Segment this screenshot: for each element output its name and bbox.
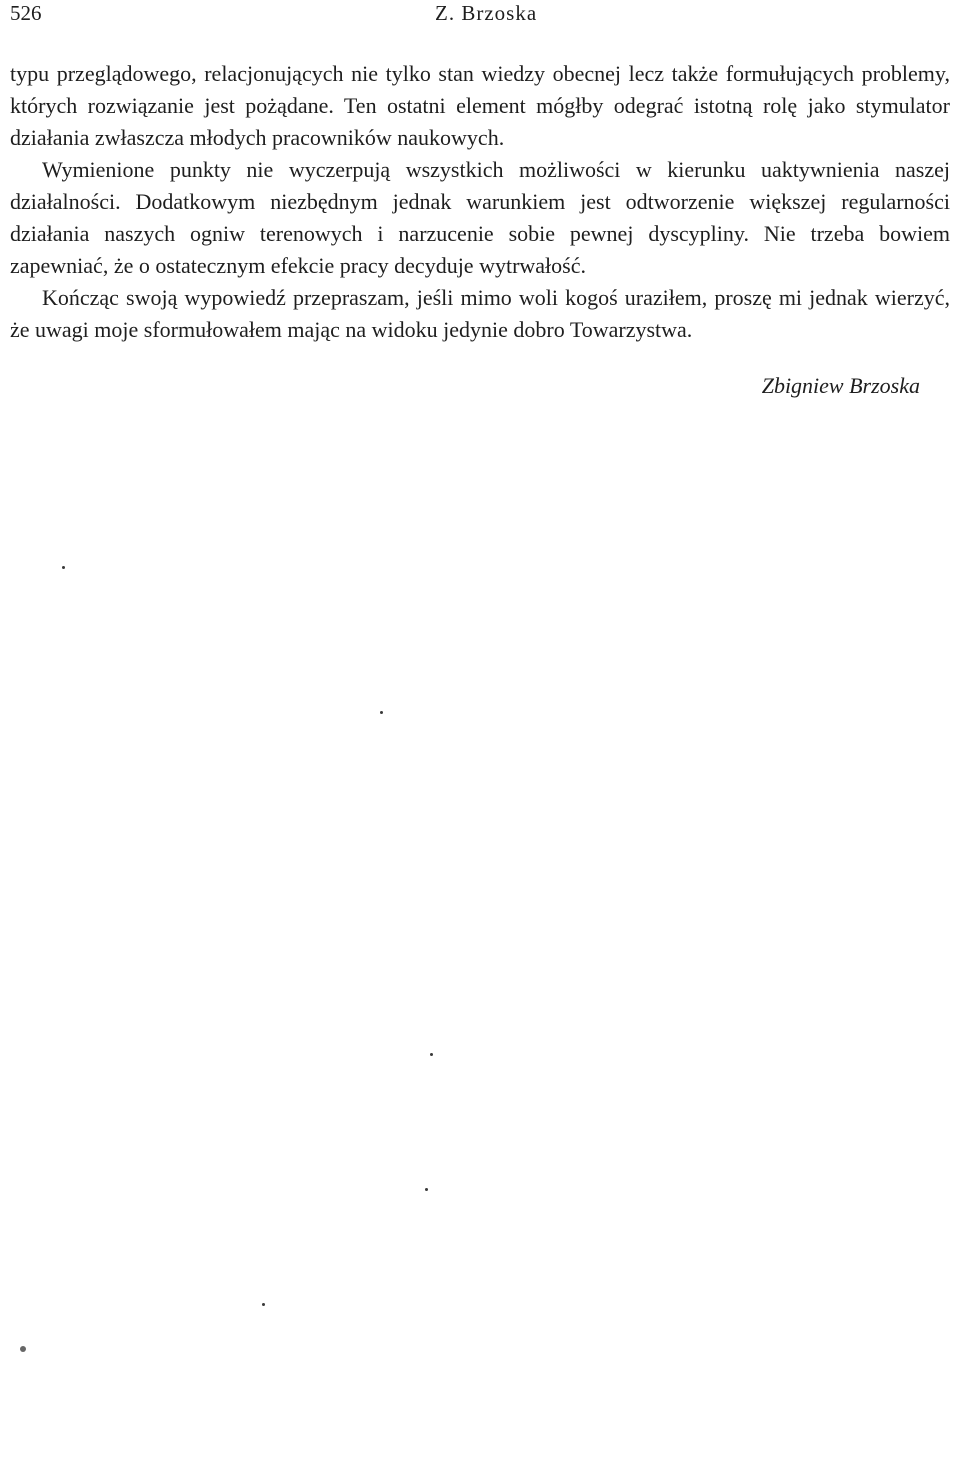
scan-speck [262, 1303, 265, 1306]
scan-speck [425, 1188, 428, 1191]
scan-speck [62, 566, 65, 569]
scan-speck [430, 1053, 433, 1056]
running-head [10, 0, 950, 30]
body-text [10, 58, 950, 346]
scan-speck [380, 711, 383, 714]
scan-speck [20, 1346, 26, 1352]
paragraph-3: Kończąc swoją wypowiedź przepraszam, jeśli mimo woli kogoś uraziłem, proszę mi jednak wierzyć, że uwagi moje sformułowałem mając na widoku jedynie dobro Towarzystwa. [10, 285, 950, 342]
author-signature: Zbigniew Brzoska [761, 373, 920, 398]
page-number: 526 [10, 1, 42, 25]
paragraph-2: Wymienione punkty nie wyczerpują wszystkich możliwości w kierunku uaktywnienia naszej działalności. Dodatkowym niezbędnym jednak warunkiem jest odtworzenie większej regularności działania naszych ogniw terenowych i narzucenie sobie pewnej dyscypliny. Nie trzeba bowiem zapewniać, że o ostatecznym efekcie pracy decyduje wytrwałość. [10, 157, 950, 278]
running-title: Z. Brzoska [435, 1, 538, 25]
paragraph-1: typu przeglądowego, relacjonujących nie tylko stan wiedzy obecnej lecz także formułujących problemy, których rozwiązanie jest pożądane. Ten ostatni element mógłby odegrać istotną rolę jako stymulator działania zwłaszcza młodych pracowników naukowych. [10, 61, 950, 150]
